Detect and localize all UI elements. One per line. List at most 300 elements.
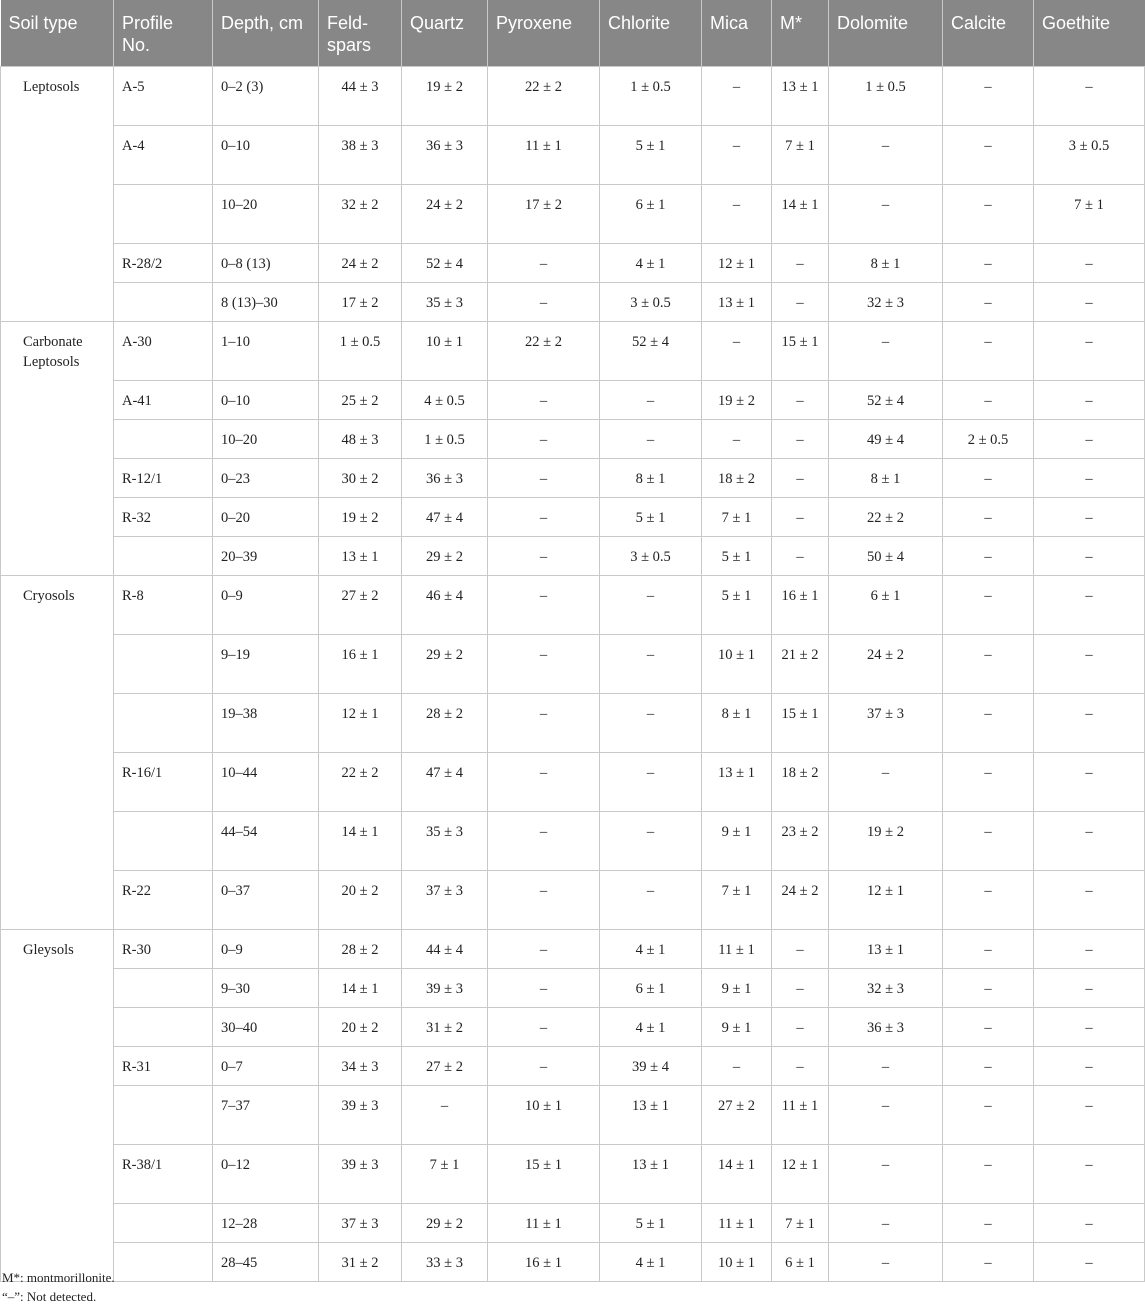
cell-depth: 0–2 (3) xyxy=(213,67,319,126)
cell-goethite: – xyxy=(1034,244,1145,283)
cell-dolomite: 8 ± 1 xyxy=(829,244,943,283)
cell-goethite: – xyxy=(1034,322,1145,381)
header-row xyxy=(1,0,1145,67)
header-dolomite: Dolomite xyxy=(829,0,943,67)
cell-pyroxene: – xyxy=(488,871,600,930)
cell-mica: 9 ± 1 xyxy=(702,969,772,1008)
header-quartz: Quartz xyxy=(402,0,488,67)
cell-chlorite: 6 ± 1 xyxy=(600,185,702,244)
footnote-montmorillonite: M*: montmorillonite. xyxy=(2,1270,115,1285)
table-row xyxy=(1,1008,1145,1047)
cell-montmorillonite: 11 ± 1 xyxy=(772,1086,829,1145)
cell-depth: 44–54 xyxy=(213,812,319,871)
cell-dolomite: 49 ± 4 xyxy=(829,420,943,459)
cell-depth: 30–40 xyxy=(213,1008,319,1047)
cell-feldspars: 25 ± 2 xyxy=(319,381,402,420)
cell-feldspars: 12 ± 1 xyxy=(319,694,402,753)
cell-profile-no: A-30 xyxy=(114,322,213,381)
cell-calcite: – xyxy=(943,930,1034,969)
cell-mica: 14 ± 1 xyxy=(702,1145,772,1204)
cell-soil-type: Cryosols xyxy=(1,576,114,930)
cell-pyroxene: 22 ± 2 xyxy=(488,67,600,126)
cell-calcite: – xyxy=(943,1204,1034,1243)
cell-goethite: – xyxy=(1034,694,1145,753)
cell-feldspars: 16 ± 1 xyxy=(319,635,402,694)
cell-quartz: 47 ± 4 xyxy=(402,498,488,537)
cell-dolomite: 6 ± 1 xyxy=(829,576,943,635)
cell-pyroxene: – xyxy=(488,576,600,635)
table-row xyxy=(1,381,1145,420)
cell-profile-no xyxy=(114,537,213,576)
cell-calcite: – xyxy=(943,244,1034,283)
cell-calcite: – xyxy=(943,498,1034,537)
cell-montmorillonite: – xyxy=(772,381,829,420)
cell-profile-no xyxy=(114,635,213,694)
cell-dolomite: 24 ± 2 xyxy=(829,635,943,694)
table-header xyxy=(1,0,1145,67)
cell-montmorillonite: – xyxy=(772,930,829,969)
cell-quartz: 39 ± 3 xyxy=(402,969,488,1008)
cell-pyroxene: 16 ± 1 xyxy=(488,1243,600,1282)
cell-goethite: – xyxy=(1034,635,1145,694)
cell-dolomite: 12 ± 1 xyxy=(829,871,943,930)
cell-dolomite: 22 ± 2 xyxy=(829,498,943,537)
cell-calcite: 2 ± 0.5 xyxy=(943,420,1034,459)
cell-mica: 7 ± 1 xyxy=(702,498,772,537)
cell-chlorite: 3 ± 0.5 xyxy=(600,537,702,576)
cell-feldspars: 27 ± 2 xyxy=(319,576,402,635)
cell-mica: – xyxy=(702,420,772,459)
cell-feldspars: 32 ± 2 xyxy=(319,185,402,244)
cell-depth: 0–7 xyxy=(213,1047,319,1086)
cell-feldspars: 20 ± 2 xyxy=(319,1008,402,1047)
cell-mica: 8 ± 1 xyxy=(702,694,772,753)
cell-goethite: – xyxy=(1034,812,1145,871)
cell-quartz: 52 ± 4 xyxy=(402,244,488,283)
cell-profile-no: R-8 xyxy=(114,576,213,635)
cell-chlorite: 4 ± 1 xyxy=(600,244,702,283)
cell-quartz: 4 ± 0.5 xyxy=(402,381,488,420)
table-row xyxy=(1,420,1145,459)
cell-chlorite: – xyxy=(600,753,702,812)
cell-dolomite: – xyxy=(829,1204,943,1243)
cell-dolomite: – xyxy=(829,1086,943,1145)
cell-depth: 8 (13)–30 xyxy=(213,283,319,322)
cell-calcite: – xyxy=(943,67,1034,126)
cell-profile-no: R-30 xyxy=(114,930,213,969)
cell-montmorillonite: 16 ± 1 xyxy=(772,576,829,635)
cell-chlorite: 4 ± 1 xyxy=(600,1243,702,1282)
cell-dolomite: – xyxy=(829,322,943,381)
cell-montmorillonite: 12 ± 1 xyxy=(772,1145,829,1204)
cell-pyroxene: – xyxy=(488,244,600,283)
cell-calcite: – xyxy=(943,576,1034,635)
cell-quartz: 36 ± 3 xyxy=(402,459,488,498)
cell-montmorillonite: – xyxy=(772,420,829,459)
cell-pyroxene: – xyxy=(488,694,600,753)
cell-calcite: – xyxy=(943,812,1034,871)
cell-mica: 19 ± 2 xyxy=(702,381,772,420)
cell-chlorite: 5 ± 1 xyxy=(600,498,702,537)
cell-feldspars: 20 ± 2 xyxy=(319,871,402,930)
cell-feldspars: 30 ± 2 xyxy=(319,459,402,498)
cell-mica: – xyxy=(702,67,772,126)
cell-depth: 9–19 xyxy=(213,635,319,694)
cell-chlorite: 5 ± 1 xyxy=(600,126,702,185)
cell-montmorillonite: 21 ± 2 xyxy=(772,635,829,694)
cell-mica: 13 ± 1 xyxy=(702,283,772,322)
header-chlorite: Chlorite xyxy=(600,0,702,67)
table-body xyxy=(1,67,1145,1282)
cell-feldspars: 1 ± 0.5 xyxy=(319,322,402,381)
cell-montmorillonite: – xyxy=(772,283,829,322)
cell-pyroxene: 10 ± 1 xyxy=(488,1086,600,1145)
cell-chlorite: 8 ± 1 xyxy=(600,459,702,498)
cell-pyroxene: – xyxy=(488,498,600,537)
cell-profile-no xyxy=(114,694,213,753)
cell-profile-no xyxy=(114,1243,213,1282)
cell-depth: 0–37 xyxy=(213,871,319,930)
cell-montmorillonite: 15 ± 1 xyxy=(772,694,829,753)
cell-dolomite: – xyxy=(829,1145,943,1204)
cell-profile-no xyxy=(114,185,213,244)
cell-quartz: 37 ± 3 xyxy=(402,871,488,930)
cell-mica: 12 ± 1 xyxy=(702,244,772,283)
cell-calcite: – xyxy=(943,753,1034,812)
cell-depth: 0–10 xyxy=(213,381,319,420)
header-mica: Mica xyxy=(702,0,772,67)
cell-calcite: – xyxy=(943,126,1034,185)
cell-quartz: 44 ± 4 xyxy=(402,930,488,969)
table-row xyxy=(1,67,1145,126)
cell-quartz: 27 ± 2 xyxy=(402,1047,488,1086)
header-goethite: Goethite xyxy=(1034,0,1145,67)
cell-dolomite: – xyxy=(829,126,943,185)
header-montmorillonite: M* xyxy=(772,0,829,67)
cell-montmorillonite: – xyxy=(772,498,829,537)
cell-quartz: 29 ± 2 xyxy=(402,537,488,576)
cell-profile-no: R-22 xyxy=(114,871,213,930)
cell-profile-no xyxy=(114,969,213,1008)
cell-mica: 9 ± 1 xyxy=(702,1008,772,1047)
header-soil-type: Soil type xyxy=(1,0,114,67)
cell-montmorillonite: – xyxy=(772,459,829,498)
cell-mica: 5 ± 1 xyxy=(702,537,772,576)
cell-pyroxene: – xyxy=(488,283,600,322)
cell-montmorillonite: 7 ± 1 xyxy=(772,1204,829,1243)
cell-quartz: 28 ± 2 xyxy=(402,694,488,753)
cell-soil-type: Gleysols xyxy=(1,930,114,1282)
cell-pyroxene: 17 ± 2 xyxy=(488,185,600,244)
cell-profile-no xyxy=(114,1086,213,1145)
cell-montmorillonite: – xyxy=(772,1008,829,1047)
cell-feldspars: 17 ± 2 xyxy=(319,283,402,322)
cell-quartz: 24 ± 2 xyxy=(402,185,488,244)
table-row xyxy=(1,498,1145,537)
cell-montmorillonite: 7 ± 1 xyxy=(772,126,829,185)
header-feldspars: Feld-spars xyxy=(319,0,402,67)
cell-feldspars: 44 ± 3 xyxy=(319,67,402,126)
cell-goethite: – xyxy=(1034,1204,1145,1243)
cell-pyroxene: – xyxy=(488,812,600,871)
cell-calcite: – xyxy=(943,969,1034,1008)
table-row xyxy=(1,283,1145,322)
cell-profile-no: A-4 xyxy=(114,126,213,185)
cell-quartz: – xyxy=(402,1086,488,1145)
cell-montmorillonite: 24 ± 2 xyxy=(772,871,829,930)
cell-montmorillonite: 6 ± 1 xyxy=(772,1243,829,1282)
cell-profile-no: R-12/1 xyxy=(114,459,213,498)
table-row xyxy=(1,1243,1145,1282)
cell-goethite: – xyxy=(1034,753,1145,812)
cell-chlorite: – xyxy=(600,381,702,420)
cell-dolomite: 52 ± 4 xyxy=(829,381,943,420)
cell-profile-no xyxy=(114,1008,213,1047)
cell-dolomite: 32 ± 3 xyxy=(829,969,943,1008)
table-row xyxy=(1,244,1145,283)
cell-pyroxene: – xyxy=(488,930,600,969)
cell-pyroxene: – xyxy=(488,969,600,1008)
cell-goethite: – xyxy=(1034,1243,1145,1282)
cell-pyroxene: – xyxy=(488,381,600,420)
cell-quartz: 46 ± 4 xyxy=(402,576,488,635)
cell-goethite: – xyxy=(1034,537,1145,576)
cell-depth: 28–45 xyxy=(213,1243,319,1282)
cell-mica: 27 ± 2 xyxy=(702,1086,772,1145)
cell-dolomite: 32 ± 3 xyxy=(829,283,943,322)
cell-profile-no xyxy=(114,283,213,322)
cell-feldspars: 38 ± 3 xyxy=(319,126,402,185)
cell-quartz: 47 ± 4 xyxy=(402,753,488,812)
cell-depth: 20–39 xyxy=(213,537,319,576)
cell-mica: 10 ± 1 xyxy=(702,635,772,694)
cell-calcite: – xyxy=(943,635,1034,694)
cell-profile-no: R-38/1 xyxy=(114,1145,213,1204)
table-row xyxy=(1,1086,1145,1145)
cell-mica: 5 ± 1 xyxy=(702,576,772,635)
cell-goethite: – xyxy=(1034,969,1145,1008)
table-row xyxy=(1,1145,1145,1204)
table-row xyxy=(1,812,1145,871)
cell-quartz: 35 ± 3 xyxy=(402,283,488,322)
cell-dolomite: 1 ± 0.5 xyxy=(829,67,943,126)
cell-chlorite: – xyxy=(600,812,702,871)
cell-mica: 10 ± 1 xyxy=(702,1243,772,1282)
cell-pyroxene: 22 ± 2 xyxy=(488,322,600,381)
cell-pyroxene: – xyxy=(488,753,600,812)
cell-montmorillonite: 18 ± 2 xyxy=(772,753,829,812)
cell-pyroxene: – xyxy=(488,459,600,498)
cell-profile-no xyxy=(114,420,213,459)
cell-depth: 0–9 xyxy=(213,930,319,969)
cell-profile-no: R-28/2 xyxy=(114,244,213,283)
cell-mica: 9 ± 1 xyxy=(702,812,772,871)
cell-pyroxene: – xyxy=(488,420,600,459)
cell-chlorite: 6 ± 1 xyxy=(600,969,702,1008)
cell-chlorite: 39 ± 4 xyxy=(600,1047,702,1086)
cell-mica: 11 ± 1 xyxy=(702,1204,772,1243)
header-calcite: Calcite xyxy=(943,0,1034,67)
cell-depth: 0–12 xyxy=(213,1145,319,1204)
cell-goethite: – xyxy=(1034,498,1145,537)
table-row xyxy=(1,537,1145,576)
table-row xyxy=(1,126,1145,185)
cell-quartz: 19 ± 2 xyxy=(402,67,488,126)
cell-profile-no: R-16/1 xyxy=(114,753,213,812)
cell-mica: 18 ± 2 xyxy=(702,459,772,498)
cell-feldspars: 37 ± 3 xyxy=(319,1204,402,1243)
cell-goethite: 7 ± 1 xyxy=(1034,185,1145,244)
cell-chlorite: – xyxy=(600,576,702,635)
cell-feldspars: 39 ± 3 xyxy=(319,1086,402,1145)
cell-montmorillonite: 13 ± 1 xyxy=(772,67,829,126)
cell-goethite: – xyxy=(1034,1008,1145,1047)
table-row xyxy=(1,969,1145,1008)
cell-calcite: – xyxy=(943,694,1034,753)
cell-profile-no xyxy=(114,1204,213,1243)
cell-chlorite: 52 ± 4 xyxy=(600,322,702,381)
cell-goethite: – xyxy=(1034,1145,1145,1204)
cell-quartz: 31 ± 2 xyxy=(402,1008,488,1047)
cell-depth: 1–10 xyxy=(213,322,319,381)
footnote-not-detected: “–”: Not detected. xyxy=(2,1289,97,1304)
cell-goethite: – xyxy=(1034,576,1145,635)
cell-montmorillonite: – xyxy=(772,244,829,283)
cell-montmorillonite: – xyxy=(772,537,829,576)
cell-depth: 0–23 xyxy=(213,459,319,498)
cell-chlorite: 1 ± 0.5 xyxy=(600,67,702,126)
cell-chlorite: 4 ± 1 xyxy=(600,930,702,969)
cell-quartz: 36 ± 3 xyxy=(402,126,488,185)
cell-profile-no xyxy=(114,812,213,871)
cell-calcite: – xyxy=(943,283,1034,322)
cell-mica: – xyxy=(702,126,772,185)
cell-quartz: 35 ± 3 xyxy=(402,812,488,871)
table-row xyxy=(1,930,1145,969)
table-row xyxy=(1,459,1145,498)
table-row xyxy=(1,185,1145,244)
cell-quartz: 7 ± 1 xyxy=(402,1145,488,1204)
cell-depth: 0–10 xyxy=(213,126,319,185)
cell-goethite: – xyxy=(1034,1047,1145,1086)
cell-goethite: – xyxy=(1034,1086,1145,1145)
table-row xyxy=(1,576,1145,635)
header-depth: Depth, cm xyxy=(213,0,319,67)
cell-calcite: – xyxy=(943,871,1034,930)
cell-dolomite: – xyxy=(829,185,943,244)
cell-dolomite: 37 ± 3 xyxy=(829,694,943,753)
cell-feldspars: 48 ± 3 xyxy=(319,420,402,459)
cell-dolomite: 36 ± 3 xyxy=(829,1008,943,1047)
cell-feldspars: 24 ± 2 xyxy=(319,244,402,283)
cell-calcite: – xyxy=(943,1086,1034,1145)
cell-dolomite: – xyxy=(829,1047,943,1086)
cell-dolomite: 13 ± 1 xyxy=(829,930,943,969)
cell-chlorite: – xyxy=(600,420,702,459)
cell-chlorite: 3 ± 0.5 xyxy=(600,283,702,322)
table-row xyxy=(1,694,1145,753)
cell-calcite: – xyxy=(943,185,1034,244)
cell-goethite: 3 ± 0.5 xyxy=(1034,126,1145,185)
cell-chlorite: – xyxy=(600,871,702,930)
cell-montmorillonite: 14 ± 1 xyxy=(772,185,829,244)
cell-soil-type: Carbonate Leptosols xyxy=(1,322,114,576)
header-profile-no: Profile No. xyxy=(114,0,213,67)
cell-dolomite: 8 ± 1 xyxy=(829,459,943,498)
cell-calcite: – xyxy=(943,1243,1034,1282)
cell-pyroxene: – xyxy=(488,537,600,576)
cell-montmorillonite: – xyxy=(772,969,829,1008)
header-pyroxene: Pyroxene xyxy=(488,0,600,67)
cell-feldspars: 14 ± 1 xyxy=(319,812,402,871)
cell-feldspars: 13 ± 1 xyxy=(319,537,402,576)
cell-profile-no: A-5 xyxy=(114,67,213,126)
cell-profile-no: R-31 xyxy=(114,1047,213,1086)
cell-depth: 9–30 xyxy=(213,969,319,1008)
cell-pyroxene: 15 ± 1 xyxy=(488,1145,600,1204)
cell-feldspars: 34 ± 3 xyxy=(319,1047,402,1086)
cell-dolomite: – xyxy=(829,753,943,812)
cell-goethite: – xyxy=(1034,459,1145,498)
table-row xyxy=(1,322,1145,381)
cell-goethite: – xyxy=(1034,871,1145,930)
cell-pyroxene: – xyxy=(488,635,600,694)
cell-mica: – xyxy=(702,322,772,381)
cell-mica: – xyxy=(702,185,772,244)
cell-depth: 19–38 xyxy=(213,694,319,753)
cell-chlorite: 13 ± 1 xyxy=(600,1086,702,1145)
cell-quartz: 29 ± 2 xyxy=(402,1204,488,1243)
cell-depth: 10–44 xyxy=(213,753,319,812)
table-row xyxy=(1,753,1145,812)
cell-goethite: – xyxy=(1034,67,1145,126)
cell-pyroxene: 11 ± 1 xyxy=(488,1204,600,1243)
cell-goethite: – xyxy=(1034,420,1145,459)
cell-depth: 7–37 xyxy=(213,1086,319,1145)
cell-mica: – xyxy=(702,1047,772,1086)
cell-calcite: – xyxy=(943,537,1034,576)
cell-mica: 11 ± 1 xyxy=(702,930,772,969)
cell-quartz: 29 ± 2 xyxy=(402,635,488,694)
cell-montmorillonite: 23 ± 2 xyxy=(772,812,829,871)
cell-depth: 0–8 (13) xyxy=(213,244,319,283)
cell-profile-no: A-41 xyxy=(114,381,213,420)
cell-quartz: 10 ± 1 xyxy=(402,322,488,381)
cell-depth: 0–20 xyxy=(213,498,319,537)
cell-calcite: – xyxy=(943,1008,1034,1047)
table-row xyxy=(1,1204,1145,1243)
cell-quartz: 1 ± 0.5 xyxy=(402,420,488,459)
cell-montmorillonite: – xyxy=(772,1047,829,1086)
cell-chlorite: 4 ± 1 xyxy=(600,1008,702,1047)
cell-pyroxene: 11 ± 1 xyxy=(488,126,600,185)
cell-mica: 7 ± 1 xyxy=(702,871,772,930)
cell-feldspars: 31 ± 2 xyxy=(319,1243,402,1282)
table-row xyxy=(1,635,1145,694)
cell-feldspars: 28 ± 2 xyxy=(319,930,402,969)
cell-pyroxene: – xyxy=(488,1008,600,1047)
cell-chlorite: – xyxy=(600,635,702,694)
cell-mica: 13 ± 1 xyxy=(702,753,772,812)
cell-pyroxene: – xyxy=(488,1047,600,1086)
cell-calcite: – xyxy=(943,1047,1034,1086)
cell-profile-no: R-32 xyxy=(114,498,213,537)
cell-feldspars: 19 ± 2 xyxy=(319,498,402,537)
table-row xyxy=(1,871,1145,930)
cell-calcite: – xyxy=(943,1145,1034,1204)
cell-feldspars: 39 ± 3 xyxy=(319,1145,402,1204)
cell-chlorite: 13 ± 1 xyxy=(600,1145,702,1204)
